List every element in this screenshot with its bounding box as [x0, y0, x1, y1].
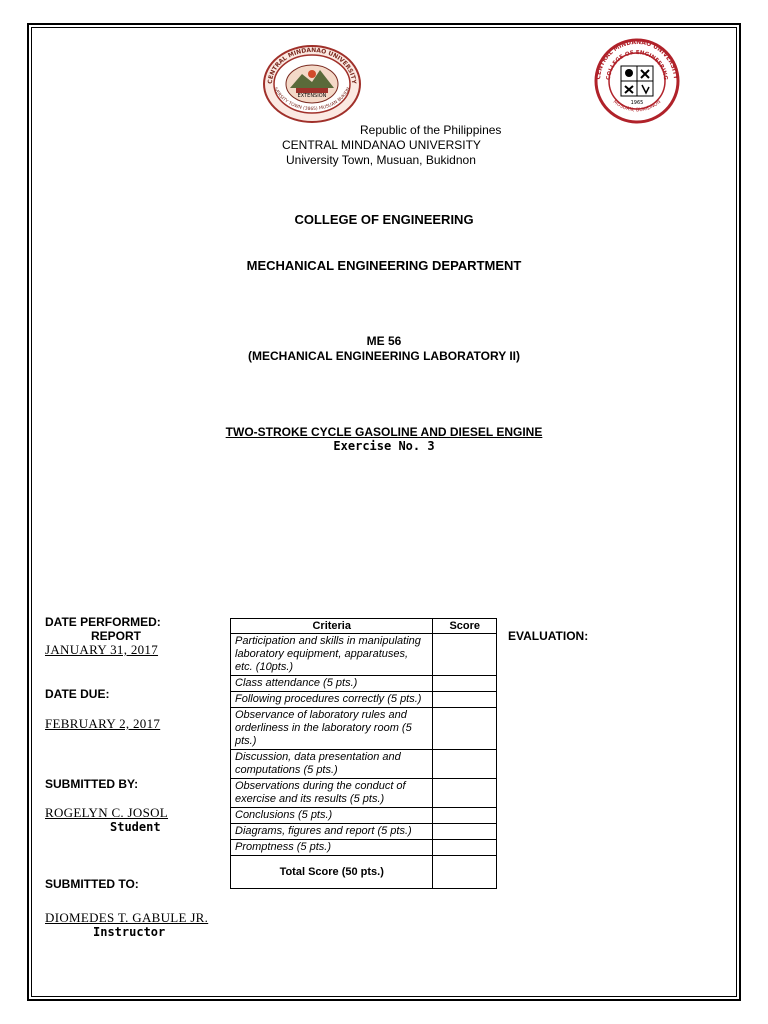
seal-top-text: CENTRAL MINDANAO UNIVERSITY [594, 38, 680, 80]
score-cell[interactable] [433, 708, 497, 750]
table-row [231, 824, 497, 840]
criteria-cell: Promptness (5 pts.) [231, 840, 433, 856]
table-row [231, 692, 497, 708]
score-cell[interactable] [433, 824, 497, 840]
submitted-to-role: Instructor [93, 925, 166, 939]
total-score-cell[interactable] [433, 856, 497, 889]
date-performed-label: DATE PERFORMED: [45, 615, 161, 629]
score-cell[interactable] [433, 750, 497, 779]
score-cell[interactable] [433, 676, 497, 692]
score-cell[interactable] [433, 808, 497, 824]
report-label: REPORT [91, 629, 142, 643]
table-row [231, 779, 497, 808]
criteria-cell: Conclusions (5 pts.) [231, 808, 433, 824]
submitted-to-name: DIOMEDES T. GABULE JR. [45, 910, 209, 925]
exercise-title: TWO-STROKE CYCLE GASOLINE AND DIESEL ENGINE [225, 425, 543, 439]
criteria-cell: Following procedures correctly (5 pts.) [231, 692, 433, 708]
table-header-row [231, 619, 497, 634]
criteria-cell: Diagrams, figures and report (5 pts.) [231, 824, 433, 840]
seal-band-text: EXTENSION [297, 93, 327, 99]
date-performed-value: JANUARY 31, 2017 [45, 642, 159, 657]
total-row [231, 856, 497, 889]
criteria-cell: Class attendance (5 pts.) [231, 676, 433, 692]
course-code: ME 56 [366, 334, 402, 348]
criteria-header: Criteria [231, 619, 433, 634]
criteria-cell: Participation and skills in manipulating laboratory equipment, apparatuses, etc. (10pts.) [231, 634, 433, 676]
seal-top-text: CENTRAL MINDANAO UNIVERSITY [266, 46, 358, 85]
department-title: MECHANICAL ENGINEERING DEPARTMENT [246, 258, 522, 273]
score-cell[interactable] [433, 692, 497, 708]
table-row [231, 750, 497, 779]
date-due-label: DATE DUE: [45, 687, 110, 701]
submitted-by-label: SUBMITTED BY: [45, 777, 139, 791]
date-due-value: FEBRUARY 2, 2017 [45, 716, 161, 731]
header-republic: Republic of the Philippines [360, 123, 502, 137]
header-address: University Town, Musuan, Bukidnon [286, 153, 476, 167]
university-seal-icon [262, 44, 362, 124]
table-row [231, 808, 497, 824]
total-score-label: Total Score (50 pts.) [231, 856, 433, 889]
submitted-to-label: SUBMITTED TO: [45, 877, 139, 891]
exercise-number: Exercise No. 3 [333, 439, 435, 453]
score-cell[interactable] [433, 779, 497, 808]
submitted-by-role: Student [110, 820, 161, 834]
seal-year-text: 1965 [630, 100, 644, 106]
criteria-cell: Observations during the conduct of exercise and its results (5 pts.) [231, 779, 433, 808]
evaluation-label: EVALUATION: [508, 629, 589, 643]
score-header: Score [433, 619, 497, 634]
score-cell[interactable] [433, 634, 497, 676]
submitted-by-name: ROGELYN C. JOSOL [45, 805, 169, 820]
table-row [231, 708, 497, 750]
seal-bottom-text: MUSUAN, BUKIDNON [611, 98, 663, 114]
table-row [231, 840, 497, 856]
criteria-cell: Discussion, data presentation and computations (5 pts.) [231, 750, 433, 779]
criteria-cell: Observance of laboratory rules and orderliness in the laboratory room (5 pts.) [231, 708, 433, 750]
table-row [231, 676, 497, 692]
seal-bottom-text: IVERSITY TOWN (3865) MUSUAN BUKIDN [272, 86, 352, 113]
college-title: COLLEGE OF ENGINEERING [294, 212, 474, 227]
header-university: CENTRAL MINDANAO UNIVERSITY [282, 138, 481, 152]
score-cell[interactable] [433, 840, 497, 856]
course-name: (MECHANICAL ENGINEERING LABORATORY II) [247, 349, 520, 363]
college-of-engineering-seal-icon [588, 38, 686, 124]
evaluation-table [230, 618, 497, 889]
seal-mid-text: COLLEGE OF ENGINEERING [605, 49, 669, 81]
table-row [231, 634, 497, 676]
